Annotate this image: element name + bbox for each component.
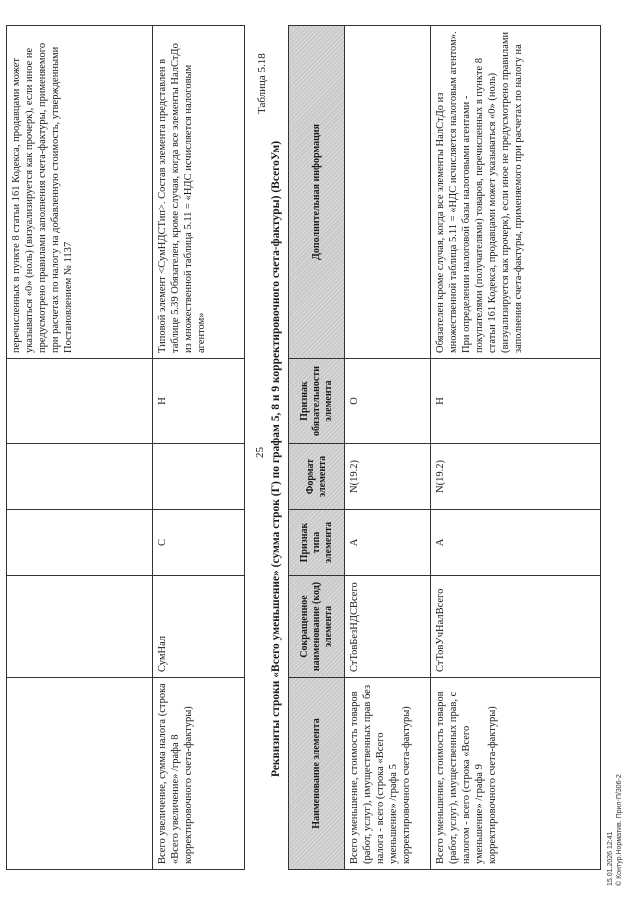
cell-req: Н xyxy=(153,359,245,444)
cell-type: А xyxy=(345,510,431,576)
header-info: Дополнительная информация xyxy=(289,26,345,359)
cell-name: Всего уменьшение, стоимость товаров (работ, услуг), имущественных прав, с налогом - всего (строка «Всего уменьшение» /графа 9 корректировочного счета-фактуры) xyxy=(431,678,601,870)
cell-info: перечисленных в пункте 8 статьи 161 Кодекса, продавцами может указываться «0» (ноль) (визуализируется как прочерк), если иное не предусмотрено правилами заполнения счета-фактуры, применяемого при расчетах по налогу на добавленную стоимость, утвержденными Постановлением № 1137 xyxy=(7,26,153,359)
requisites-table xyxy=(288,25,601,870)
table-row xyxy=(153,26,245,870)
cell-name: Всего увеличение, сумма налога (строка «Всего увеличение» /графа 8 корректировочного счета-фактуры) xyxy=(153,678,245,870)
footer-stamp xyxy=(606,626,624,886)
continuation-table xyxy=(6,25,245,870)
header-name: Наименование элемента xyxy=(289,678,345,870)
header-type: Признак типа элемента xyxy=(289,510,345,576)
table-title: Реквизиты строки «Всего уменьшение» (сумма строк (Г) по графам 5, 8 и 9 корректировочного счета-фактуры) (ВсегоУм) xyxy=(270,140,282,778)
cell-format xyxy=(153,444,245,510)
cell-code: СтТовУчНалВсего xyxy=(431,576,601,678)
page-number: 25 xyxy=(254,447,266,458)
cell-name: Всего уменьшение, стоимость товаров (работ, услуг), имущественных прав без налога - всего (строка «Всего уменьшение» /графа 5 корректировочного счета-фактуры) xyxy=(345,678,431,870)
footer-timestamp: 15.01.2026 12:41 xyxy=(607,831,614,886)
cell-code: СумНал xyxy=(153,576,245,678)
cell-req xyxy=(7,359,153,444)
header-format: Формат элемента xyxy=(289,444,345,510)
cell-req: Н xyxy=(431,359,601,444)
table-header-row xyxy=(289,26,345,870)
cell-code: СтТовБезНДСВсего xyxy=(345,576,431,678)
table-row xyxy=(345,26,431,870)
table-caption: Таблица 5.18 xyxy=(256,53,268,114)
cell-format: N(19.2) xyxy=(431,444,601,510)
footer-copyright: © Контур.Норматив. Прил-П/306-2 xyxy=(616,774,623,886)
table-row xyxy=(7,26,153,870)
cell-info: Типовой элемент <СумНДСТип>. Состав элемента представлен в таблице 5.39 Обязателен, кроме случая, когда все элементы НалСтДо из множественной таблица 5.11 = «НДС исчисляется налоговым агентом» xyxy=(153,26,245,359)
table-row xyxy=(431,26,601,870)
cell-type: А xyxy=(431,510,601,576)
cell-req: О xyxy=(345,359,431,444)
cell-info: Обязателен кроме случая, когда все элементы НалСтДо из множественной таблица 5.11 = «НДС исчисляется налоговым агентом». При определении налоговой базы налоговыми агентами - покупателями (получателями) товаров, перечисленных в пункте 8 статьи 161 Кодекса, продавцами может указываться «0» (ноль) (визуализируется как прочерк), если иное не предусмотрено правилами заполнения счета-фактуры, применяемого при расчетах по налогу на xyxy=(431,26,601,359)
cell-format xyxy=(7,444,153,510)
header-req: Признак обязательности элемента xyxy=(289,359,345,444)
cell-name xyxy=(7,678,153,870)
cell-info xyxy=(345,26,431,359)
cell-format: N(19.2) xyxy=(345,444,431,510)
cell-code xyxy=(7,576,153,678)
cell-type: С xyxy=(153,510,245,576)
header-code: Сокращенное наименование (код) элемента xyxy=(289,576,345,678)
cell-type xyxy=(7,510,153,576)
